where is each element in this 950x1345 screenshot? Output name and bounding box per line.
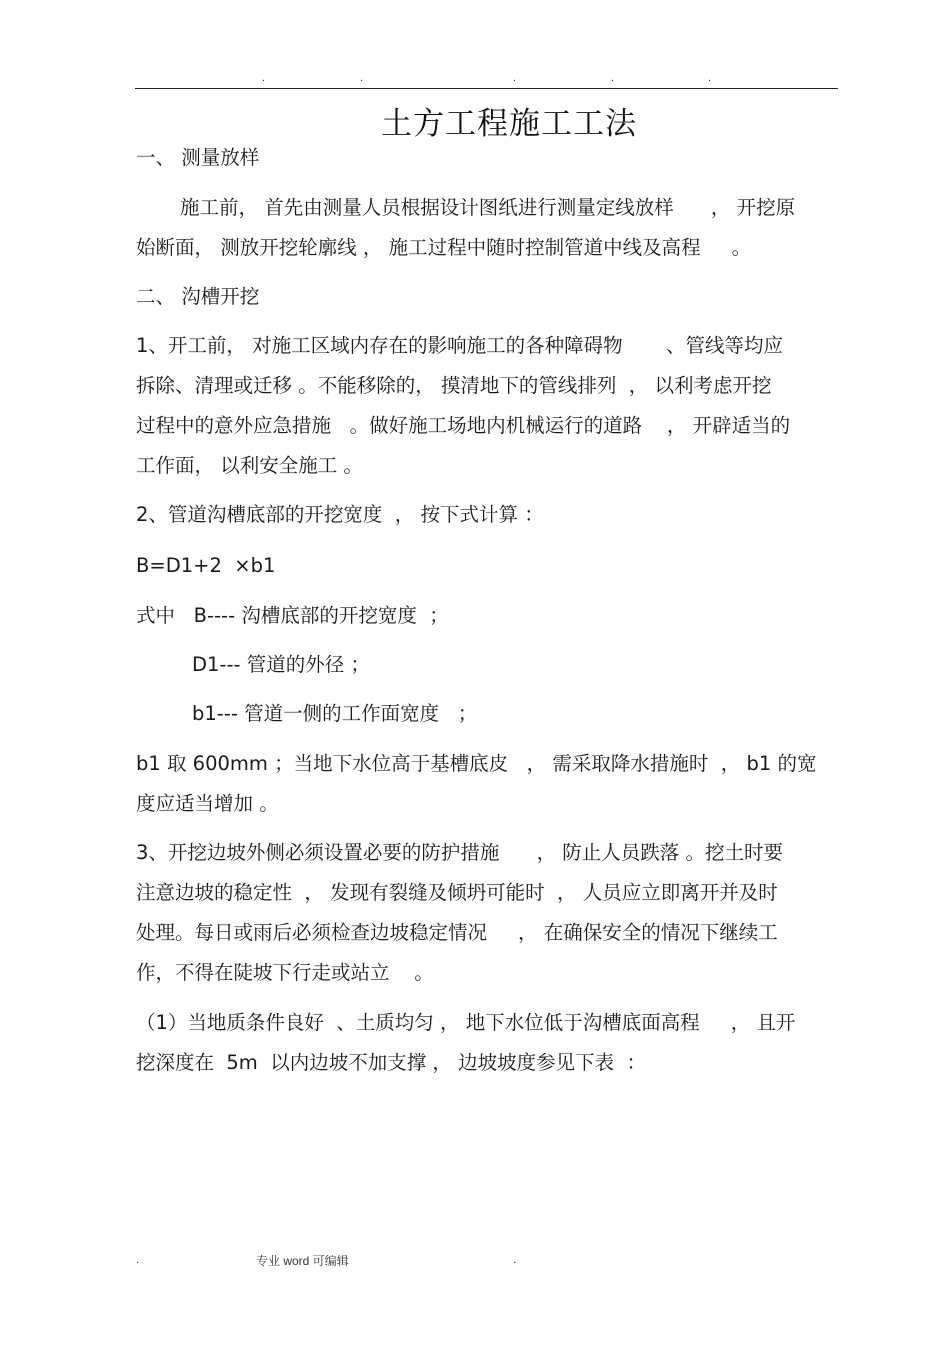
header-dot: .: [708, 72, 712, 84]
paragraph-line: （1）当地质条件良好 、土质均匀 ， 地下水位低于沟槽底面高程 ， 且开: [136, 1011, 796, 1034]
definition-line: D1--- 管道的外径 ；: [192, 653, 370, 676]
section-heading: 二、 沟槽开挖: [136, 285, 260, 308]
paragraph-line: 处理。每日或雨后必须检查边坡稳定情况 ， 在确保安全的情况下继续工: [136, 921, 778, 944]
paragraph-line: 挖深度在 5m 以内边坡不加支撑 ， 边坡坡度参见下表 ：: [136, 1051, 646, 1074]
paragraph-line: 拆除、清理或迁移 。不能移除的， 摸清地下的管线排列 ， 以利考虑开挖: [136, 374, 772, 397]
footer-dot: .: [136, 1252, 140, 1266]
document-title: 土方工程施工工法: [381, 106, 637, 142]
paragraph-line: 2、管道沟槽底部的开挖宽度 ， 按下式计算 ：: [136, 503, 544, 526]
paragraph-line: 过程中的意外应急措施 。做好施工场地内机械运行的道路 ， 开辟适当的: [136, 414, 791, 437]
section-heading: 一、 测量放样: [136, 146, 260, 169]
paragraph-line: 注意边坡的稳定性 ， 发现有裂缝及倾坍可能时 ， 人员应立即离开并及时: [136, 881, 778, 904]
paragraph-line: 度应适当增加 。: [136, 792, 279, 815]
footer-dot: .: [513, 1252, 517, 1266]
definition-line: b1--- 管道一侧的工作面宽度 ；: [192, 702, 478, 725]
paragraph-line: 工作面， 以利安全施工 。: [136, 454, 363, 477]
header-rule: [135, 88, 838, 89]
paragraph-line: b1 取 600mm ；当地下水位高于基槽底皮 ， 需采取降水措施时 ， b1 的宽: [136, 752, 817, 775]
paragraph-line: 作，不得在陡坡下行走或站立 。: [136, 961, 434, 984]
paragraph-line: 施工前， 首先由测量人员根据设计图纸进行测量定线放样 ， 开挖原: [180, 196, 796, 219]
header-dot: .: [360, 72, 364, 84]
definition-line: 式中 B---- 沟槽底部的开挖宽度 ；: [136, 604, 449, 627]
formula: B=D1+2 ×b1: [136, 554, 276, 577]
header-dot: .: [611, 72, 615, 84]
paragraph-line: 3、开挖边坡外侧必须设置必要的防护措施 ， 防止人员跌落 。挖土时要: [136, 841, 783, 864]
footer-text: 专业 word 可编辑: [256, 1254, 349, 1268]
paragraph-line: 始断面， 测放开挖轮廓线 ， 施工过程中随时控制管道中线及高程 。: [136, 236, 752, 259]
header-dot: .: [262, 72, 266, 84]
paragraph-line: 1、开工前， 对施工区域内存在的影响施工的各种障碍物 、管线等均应: [136, 334, 783, 357]
header-dot: .: [513, 72, 517, 84]
